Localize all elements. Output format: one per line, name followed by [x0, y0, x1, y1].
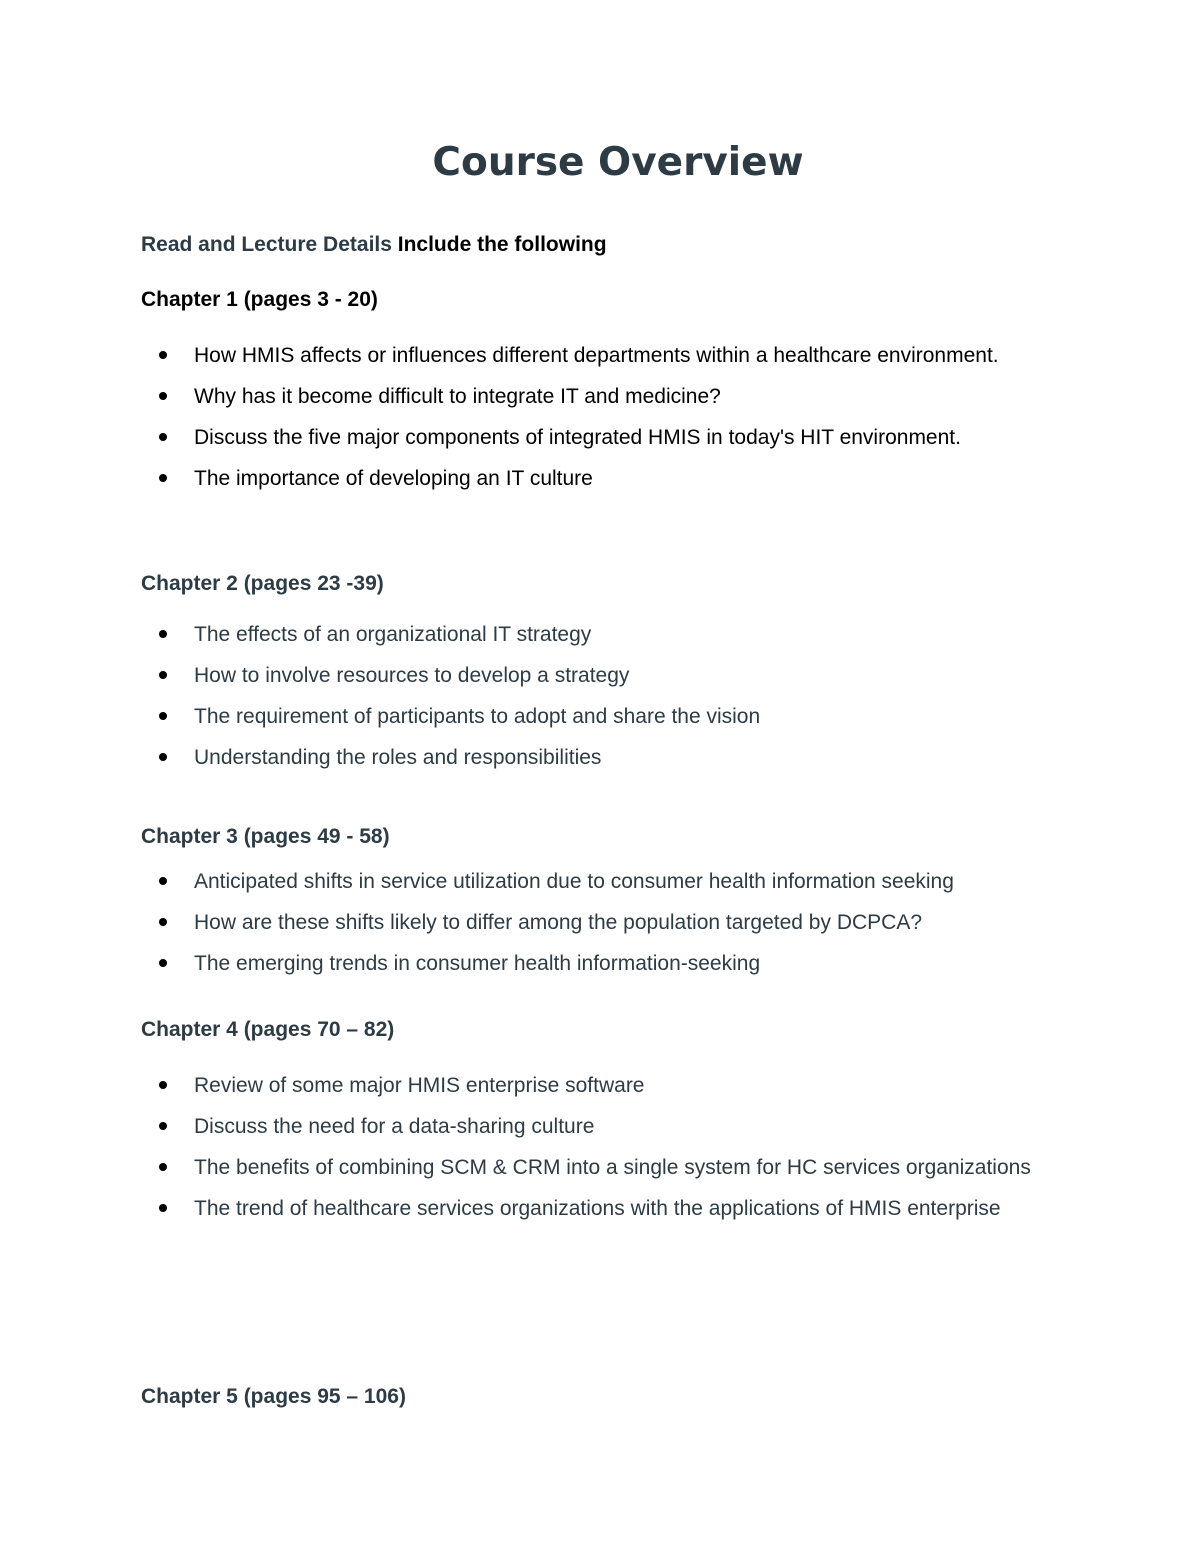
- intro-part-1: Read and Lecture Details: [141, 233, 392, 256]
- bullet-icon: [159, 351, 167, 359]
- list-item: Anticipated shifts in service utilization due to consumer health information seeking: [194, 861, 1074, 902]
- list-item: How to involve resources to develop a strategy: [194, 655, 1074, 696]
- list-item: Why has it become difficult to integrate IT and medicine?: [194, 376, 1074, 417]
- intro-line: [141, 233, 607, 257]
- list-item: How are these shifts likely to differ among the population targeted by DCPCA?: [194, 902, 1074, 943]
- bullet-icon: [159, 1204, 167, 1212]
- list-item: The emerging trends in consumer health information-seeking: [194, 943, 1074, 984]
- list-item: How HMIS affects or influences different departments within a healthcare environment.: [194, 335, 1074, 376]
- list-item: The importance of developing an IT culture: [194, 458, 1074, 499]
- chapter-3-heading: Chapter 3 (pages 49 - 58): [141, 825, 390, 848]
- bullet-icon: [159, 712, 167, 720]
- chapter-4-list: [194, 1065, 1074, 1229]
- list-item: The trend of healthcare services organizations with the applications of HMIS enterprise: [194, 1188, 1074, 1229]
- list-item: The requirement of participants to adopt and share the vision: [194, 696, 1074, 737]
- chapter-5-heading: Chapter 5 (pages 95 – 106): [141, 1385, 406, 1408]
- bullet-icon: [159, 918, 167, 926]
- list-item: Discuss the need for a data-sharing culture: [194, 1106, 1074, 1147]
- bullet-icon: [159, 959, 167, 967]
- chapter-2-heading: Chapter 2 (pages 23 -39): [141, 572, 384, 595]
- bullet-icon: [159, 671, 167, 679]
- chapter-1-heading: Chapter 1 (pages 3 - 20): [141, 288, 378, 311]
- page-title: Course Overview: [432, 140, 804, 185]
- list-item: The benefits of combining SCM & CRM into a single system for HC services organizations: [194, 1147, 1074, 1188]
- bullet-icon: [159, 392, 167, 400]
- chapter-2-list: [194, 614, 1074, 778]
- bullet-icon: [159, 1122, 167, 1130]
- bullet-icon: [159, 877, 167, 885]
- bullet-icon: [159, 1163, 167, 1171]
- bullet-icon: [159, 630, 167, 638]
- bullet-icon: [159, 433, 167, 441]
- list-item: Review of some major HMIS enterprise software: [194, 1065, 1074, 1106]
- bullet-icon: [159, 474, 167, 482]
- list-item: Discuss the five major components of integrated HMIS in today's HIT environment.: [194, 417, 1074, 458]
- chapter-3-list: [194, 861, 1074, 984]
- bullet-icon: [159, 753, 167, 761]
- list-item: Understanding the roles and responsibilities: [194, 737, 1074, 778]
- intro-part-2: Include the following: [391, 233, 607, 256]
- chapter-4-heading: Chapter 4 (pages 70 – 82): [141, 1018, 395, 1041]
- list-item: The effects of an organizational IT strategy: [194, 614, 1074, 655]
- chapter-1-list: [194, 335, 1074, 499]
- bullet-icon: [159, 1081, 167, 1089]
